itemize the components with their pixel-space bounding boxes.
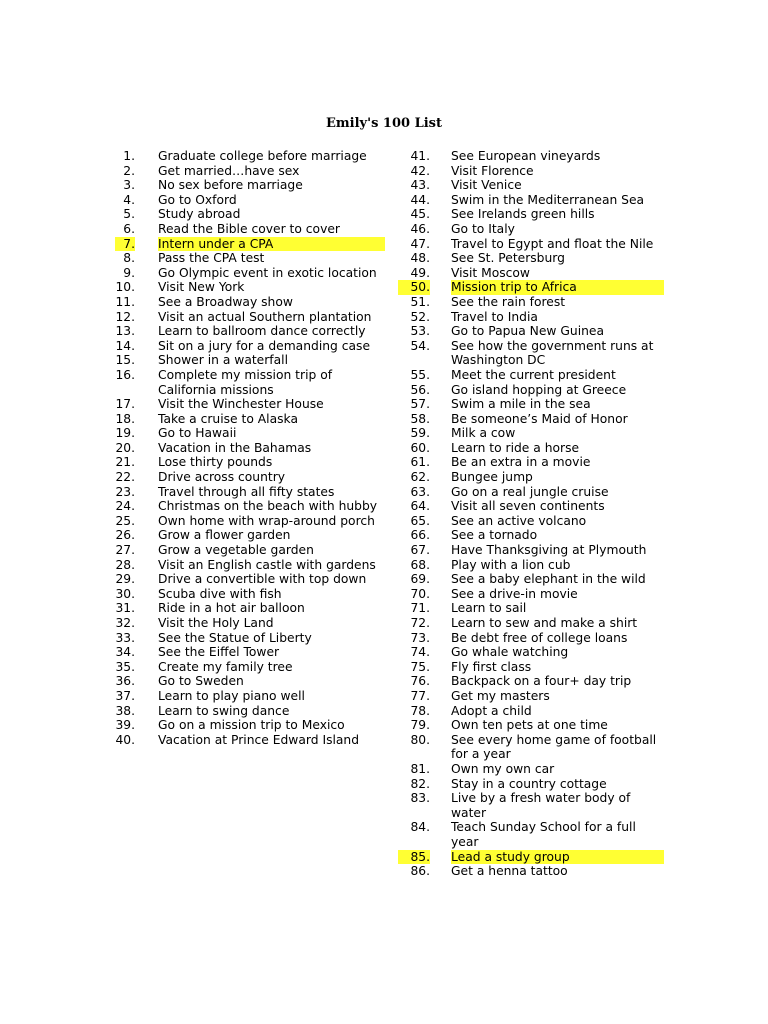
item-text: Get married…have sex: [158, 163, 300, 178]
item-number: 54.: [410, 338, 430, 353]
page-title: Emily's 100 List: [326, 116, 442, 131]
item-text: Stay in a country cottage: [451, 776, 607, 791]
item-number: 61.: [410, 455, 430, 470]
item-text: Travel to India: [451, 309, 538, 324]
item-number: 42.: [410, 163, 430, 178]
item-text: Vacation in the Bahamas: [158, 440, 312, 455]
item-number: 49.: [410, 265, 430, 280]
list-item: [404, 645, 664, 660]
item-text: Swim a mile in the sea: [451, 397, 591, 412]
list-item: [404, 339, 664, 368]
list-item: [115, 601, 385, 616]
item-text: Live by a fresh water body of water: [451, 791, 631, 820]
item-text: See European vineyards: [451, 149, 601, 163]
item-text: Go to Italy: [451, 221, 515, 236]
item-number: 72.: [410, 616, 430, 630]
list-item: [404, 631, 664, 646]
item-number: 71.: [410, 601, 430, 616]
list-item: [115, 733, 385, 748]
item-number: 63.: [410, 484, 430, 499]
item-number: 26.: [115, 528, 135, 543]
item-number: 43.: [410, 178, 430, 193]
item-number: 36.: [115, 674, 135, 689]
list-item: [404, 689, 664, 704]
item-number: 28.: [115, 557, 135, 572]
item-text: Go to Papua New Guinea: [451, 324, 605, 339]
list-item: [115, 324, 385, 339]
list-item: [404, 149, 664, 164]
item-text: Lead a study group: [451, 850, 664, 865]
item-number: 35.: [115, 659, 135, 674]
item-number: 13.: [115, 324, 135, 339]
item-text: See a drive-in movie: [451, 586, 578, 601]
item-number: 17.: [115, 397, 135, 412]
item-number: 84.: [410, 820, 430, 835]
item-number: 67.: [410, 543, 430, 558]
item-text: Scuba dive with fish: [158, 586, 282, 601]
list-item: [115, 207, 385, 222]
item-text: Be someone’s Maid of Honor: [451, 411, 628, 426]
item-text: Go whale watching: [451, 645, 569, 660]
item-number: 57.: [410, 397, 430, 412]
item-number: 25.: [115, 513, 135, 528]
item-number: 14.: [115, 338, 135, 353]
item-text: Vacation at Prince Edward Island: [158, 732, 360, 747]
item-text: Complete my mission trip of California missions: [158, 367, 333, 397]
item-text: Meet the current president: [451, 367, 616, 382]
item-number: 24.: [115, 499, 135, 514]
list-item: [115, 280, 385, 295]
item-text: Pass the CPA test: [158, 251, 265, 266]
item-text: Be an extra in a movie: [451, 455, 591, 470]
list-item: [404, 324, 664, 339]
list-item: [115, 426, 385, 441]
item-number: 80.: [410, 732, 430, 747]
item-text: Shower in a waterfall: [158, 353, 289, 368]
item-number: 48.: [410, 251, 430, 266]
list-item: [404, 295, 664, 310]
item-text: Fly first class: [451, 659, 532, 674]
item-text: Drive a convertible with top down: [158, 572, 367, 587]
item-number: 8.: [123, 251, 135, 266]
item-text: Drive across country: [158, 470, 286, 485]
item-text: Visit the Holy Land: [158, 616, 274, 630]
list-item-highlighted: [404, 280, 664, 295]
list-item: [115, 485, 385, 500]
item-text: Own home with wrap-around porch: [158, 513, 375, 528]
item-number: 70.: [410, 586, 430, 601]
list-item: [404, 207, 664, 222]
list-item: [115, 631, 385, 646]
list-item: [404, 674, 664, 689]
item-number: 86.: [410, 864, 430, 879]
item-text: Visit Venice: [451, 178, 522, 193]
item-text: Read the Bible cover to cover: [158, 221, 340, 236]
list-item: [115, 572, 385, 587]
list-item: [404, 426, 664, 441]
item-number: 68.: [410, 557, 430, 572]
item-number: 51.: [410, 294, 430, 309]
item-text: See St. Petersburg: [451, 251, 565, 266]
item-number: 19.: [115, 426, 135, 441]
item-text: Mission trip to Africa: [451, 280, 664, 295]
list-item: [404, 820, 664, 849]
item-number: 73.: [410, 630, 430, 645]
list-item: [404, 485, 664, 500]
item-text: Bungee jump: [451, 470, 533, 485]
item-text: Play with a lion cub: [451, 557, 571, 572]
item-text: Graduate college before marriage: [158, 149, 367, 163]
list-column-left: [115, 149, 385, 747]
item-number: 37.: [115, 688, 135, 703]
list-item: [404, 762, 664, 777]
list-item: [404, 178, 664, 193]
list-item: [404, 397, 664, 412]
item-number: 81.: [410, 761, 430, 776]
item-text: Own ten pets at one time: [451, 718, 608, 733]
item-text: Take a cruise to Alaska: [158, 411, 298, 426]
item-number: 6.: [123, 221, 135, 236]
list-item: [115, 310, 385, 325]
item-text: Visit an actual Southern plantation: [158, 309, 372, 324]
list-item: [404, 572, 664, 587]
list-item: [115, 587, 385, 602]
list-item: [115, 704, 385, 719]
item-number: 39.: [115, 718, 135, 733]
item-number: 20.: [115, 440, 135, 455]
item-text: Ride in a hot air balloon: [158, 601, 305, 616]
item-text: Grow a flower garden: [158, 528, 291, 543]
item-text: Travel through all fifty states: [158, 484, 335, 499]
list-item: [404, 470, 664, 485]
item-number: 15.: [115, 353, 135, 368]
item-text: Go to Oxford: [158, 192, 237, 207]
list-item: [115, 645, 385, 660]
list-item: [115, 558, 385, 573]
list-item: [404, 193, 664, 208]
item-text: No sex before marriage: [158, 178, 303, 193]
item-text: See a baby elephant in the wild: [451, 572, 646, 587]
item-text: See how the government runs at Washington DC: [451, 338, 654, 368]
item-text: Lose thirty pounds: [158, 455, 273, 470]
item-number: 58.: [410, 411, 430, 426]
item-text: See the rain forest: [451, 294, 566, 309]
list-item: [404, 558, 664, 573]
list-item: [115, 718, 385, 733]
item-text: Visit an English castle with gardens: [158, 557, 376, 572]
list-item: [404, 660, 664, 675]
list-item-highlighted: [404, 850, 664, 865]
item-text: See an active volcano: [451, 513, 587, 528]
item-number: 4.: [123, 192, 135, 207]
list-column-right: [404, 149, 664, 879]
list-item: [115, 616, 385, 631]
item-number: 38.: [115, 703, 135, 718]
item-text: See the Statue of Liberty: [158, 630, 312, 645]
item-number: 1.: [123, 149, 135, 163]
list-item: [115, 689, 385, 704]
item-text: Create my family tree: [158, 659, 293, 674]
item-text: Grow a vegetable garden: [158, 543, 314, 558]
list-item: [115, 251, 385, 266]
item-number: 78.: [410, 703, 430, 718]
list-item: [115, 222, 385, 237]
item-text: Be debt free of college loans: [451, 630, 628, 645]
list-item: [404, 164, 664, 179]
item-number: 10.: [115, 280, 135, 295]
item-text: Learn to ride a horse: [451, 440, 580, 455]
list-item: [404, 791, 664, 820]
item-number: 52.: [410, 309, 430, 324]
item-text: Get my masters: [451, 688, 550, 703]
list-item: [115, 339, 385, 354]
item-number: 55.: [410, 367, 430, 382]
item-number: 7.: [115, 237, 135, 252]
item-text: Get a henna tattoo: [451, 864, 568, 879]
item-number: 47.: [410, 236, 430, 251]
item-number: 16.: [115, 367, 135, 382]
item-number: 82.: [410, 776, 430, 791]
list-item: [404, 441, 664, 456]
list-item: [115, 397, 385, 412]
item-number: 59.: [410, 426, 430, 441]
item-number: 66.: [410, 528, 430, 543]
item-number: 56.: [410, 382, 430, 397]
list-item: [404, 514, 664, 529]
list-item: [115, 164, 385, 179]
item-text: Have Thanksgiving at Plymouth: [451, 543, 647, 558]
item-number: 76.: [410, 674, 430, 689]
list-item: [115, 470, 385, 485]
item-number: 27.: [115, 543, 135, 558]
item-number: 83.: [410, 791, 430, 806]
list-item: [115, 193, 385, 208]
list-item: [115, 674, 385, 689]
list-item: [404, 266, 664, 281]
item-text: See every home game of football for a year: [451, 732, 657, 762]
item-number: 22.: [115, 470, 135, 485]
item-number: 64.: [410, 499, 430, 514]
item-text: Adopt a child: [451, 703, 532, 718]
list-item: [404, 412, 664, 427]
list-item: [404, 455, 664, 470]
item-number: 79.: [410, 718, 430, 733]
item-number: 33.: [115, 630, 135, 645]
item-text: Intern under a CPA: [158, 237, 385, 252]
item-text: Learn to sail: [451, 601, 527, 616]
item-text: See a Broadway show: [158, 294, 293, 309]
item-number: 32.: [115, 616, 135, 630]
list-item: [115, 295, 385, 310]
item-number: 50.: [398, 280, 430, 295]
item-text: Learn to play piano well: [158, 688, 305, 703]
item-number: 21.: [115, 455, 135, 470]
list-item: [115, 412, 385, 427]
list-item: [404, 616, 664, 631]
list-item: [115, 266, 385, 281]
item-text: Backpack on a four+ day trip: [451, 674, 632, 689]
list-item: [115, 368, 385, 397]
item-text: Travel to Egypt and float the Nile: [451, 236, 654, 251]
item-text: Go island hopping at Greece: [451, 382, 627, 397]
item-text: See the Eiffel Tower: [158, 645, 280, 660]
item-number: 41.: [410, 149, 430, 163]
item-number: 18.: [115, 411, 135, 426]
item-text: See Irelands green hills: [451, 207, 595, 222]
list-item: [115, 149, 385, 164]
item-number: 74.: [410, 645, 430, 660]
list-item: [404, 528, 664, 543]
item-number: 12.: [115, 309, 135, 324]
list-item: [404, 704, 664, 719]
item-number: 44.: [410, 192, 430, 207]
list-item: [404, 864, 664, 879]
item-number: 11.: [115, 294, 135, 309]
item-number: 69.: [410, 572, 430, 587]
list-item: [404, 368, 664, 383]
item-number: 29.: [115, 572, 135, 587]
item-text: Visit Moscow: [451, 265, 530, 280]
item-number: 65.: [410, 513, 430, 528]
list-item: [404, 251, 664, 266]
item-text: Visit Florence: [451, 163, 534, 178]
list-item: [115, 543, 385, 558]
item-text: Teach Sunday School for a full year: [451, 820, 636, 849]
list-item: [115, 455, 385, 470]
item-text: Go on a mission trip to Mexico: [158, 718, 345, 733]
item-text: Visit all seven continents: [451, 499, 605, 514]
list-item: [404, 383, 664, 398]
item-number: 34.: [115, 645, 135, 660]
item-text: Visit New York: [158, 280, 245, 295]
item-text: Learn to ballroom dance correctly: [158, 324, 366, 339]
list-item: [115, 528, 385, 543]
list-item: [115, 660, 385, 675]
item-number: 5.: [123, 207, 135, 222]
item-text: Milk a cow: [451, 426, 516, 441]
item-text: Go Olympic event in exotic location: [158, 265, 377, 280]
item-text: Go on a real jungle cruise: [451, 484, 609, 499]
item-number: 85.: [398, 850, 430, 865]
item-number: 23.: [115, 484, 135, 499]
list-item: [115, 353, 385, 368]
item-text: Study abroad: [158, 207, 241, 222]
item-text: Go to Sweden: [158, 674, 244, 689]
item-text: Sit on a jury for a demanding case: [158, 338, 371, 353]
item-number: 75.: [410, 659, 430, 674]
item-number: 2.: [123, 163, 135, 178]
list-item: [404, 222, 664, 237]
item-text: Own my own car: [451, 761, 555, 776]
item-number: 46.: [410, 221, 430, 236]
item-number: 53.: [410, 324, 430, 339]
list-item: [404, 543, 664, 558]
list-item: [404, 777, 664, 792]
item-number: 9.: [123, 265, 135, 280]
item-number: 77.: [410, 688, 430, 703]
list-item: [404, 718, 664, 733]
item-text: Go to Hawaii: [158, 426, 237, 441]
item-text: Visit the Winchester House: [158, 397, 324, 412]
list-item: [115, 514, 385, 529]
list-item: [404, 310, 664, 325]
item-text: Swim in the Mediterranean Sea: [451, 192, 645, 207]
item-number: 40.: [115, 732, 135, 747]
list-item: [404, 587, 664, 602]
item-text: Christmas on the beach with hubby: [158, 499, 378, 514]
list-item: [404, 237, 664, 252]
item-number: 3.: [123, 178, 135, 193]
item-number: 30.: [115, 586, 135, 601]
item-number: 60.: [410, 440, 430, 455]
item-number: 45.: [410, 207, 430, 222]
item-text: Learn to sew and make a shirt: [451, 616, 638, 630]
list-item: [404, 601, 664, 616]
item-number: 31.: [115, 601, 135, 616]
list-item: [115, 178, 385, 193]
item-number: 62.: [410, 470, 430, 485]
list-item: [404, 499, 664, 514]
list-item: [115, 499, 385, 514]
list-item-highlighted: [115, 237, 385, 252]
item-text: Learn to swing dance: [158, 703, 290, 718]
list-item: [115, 441, 385, 456]
list-item: [404, 733, 664, 762]
item-text: See a tornado: [451, 528, 538, 543]
